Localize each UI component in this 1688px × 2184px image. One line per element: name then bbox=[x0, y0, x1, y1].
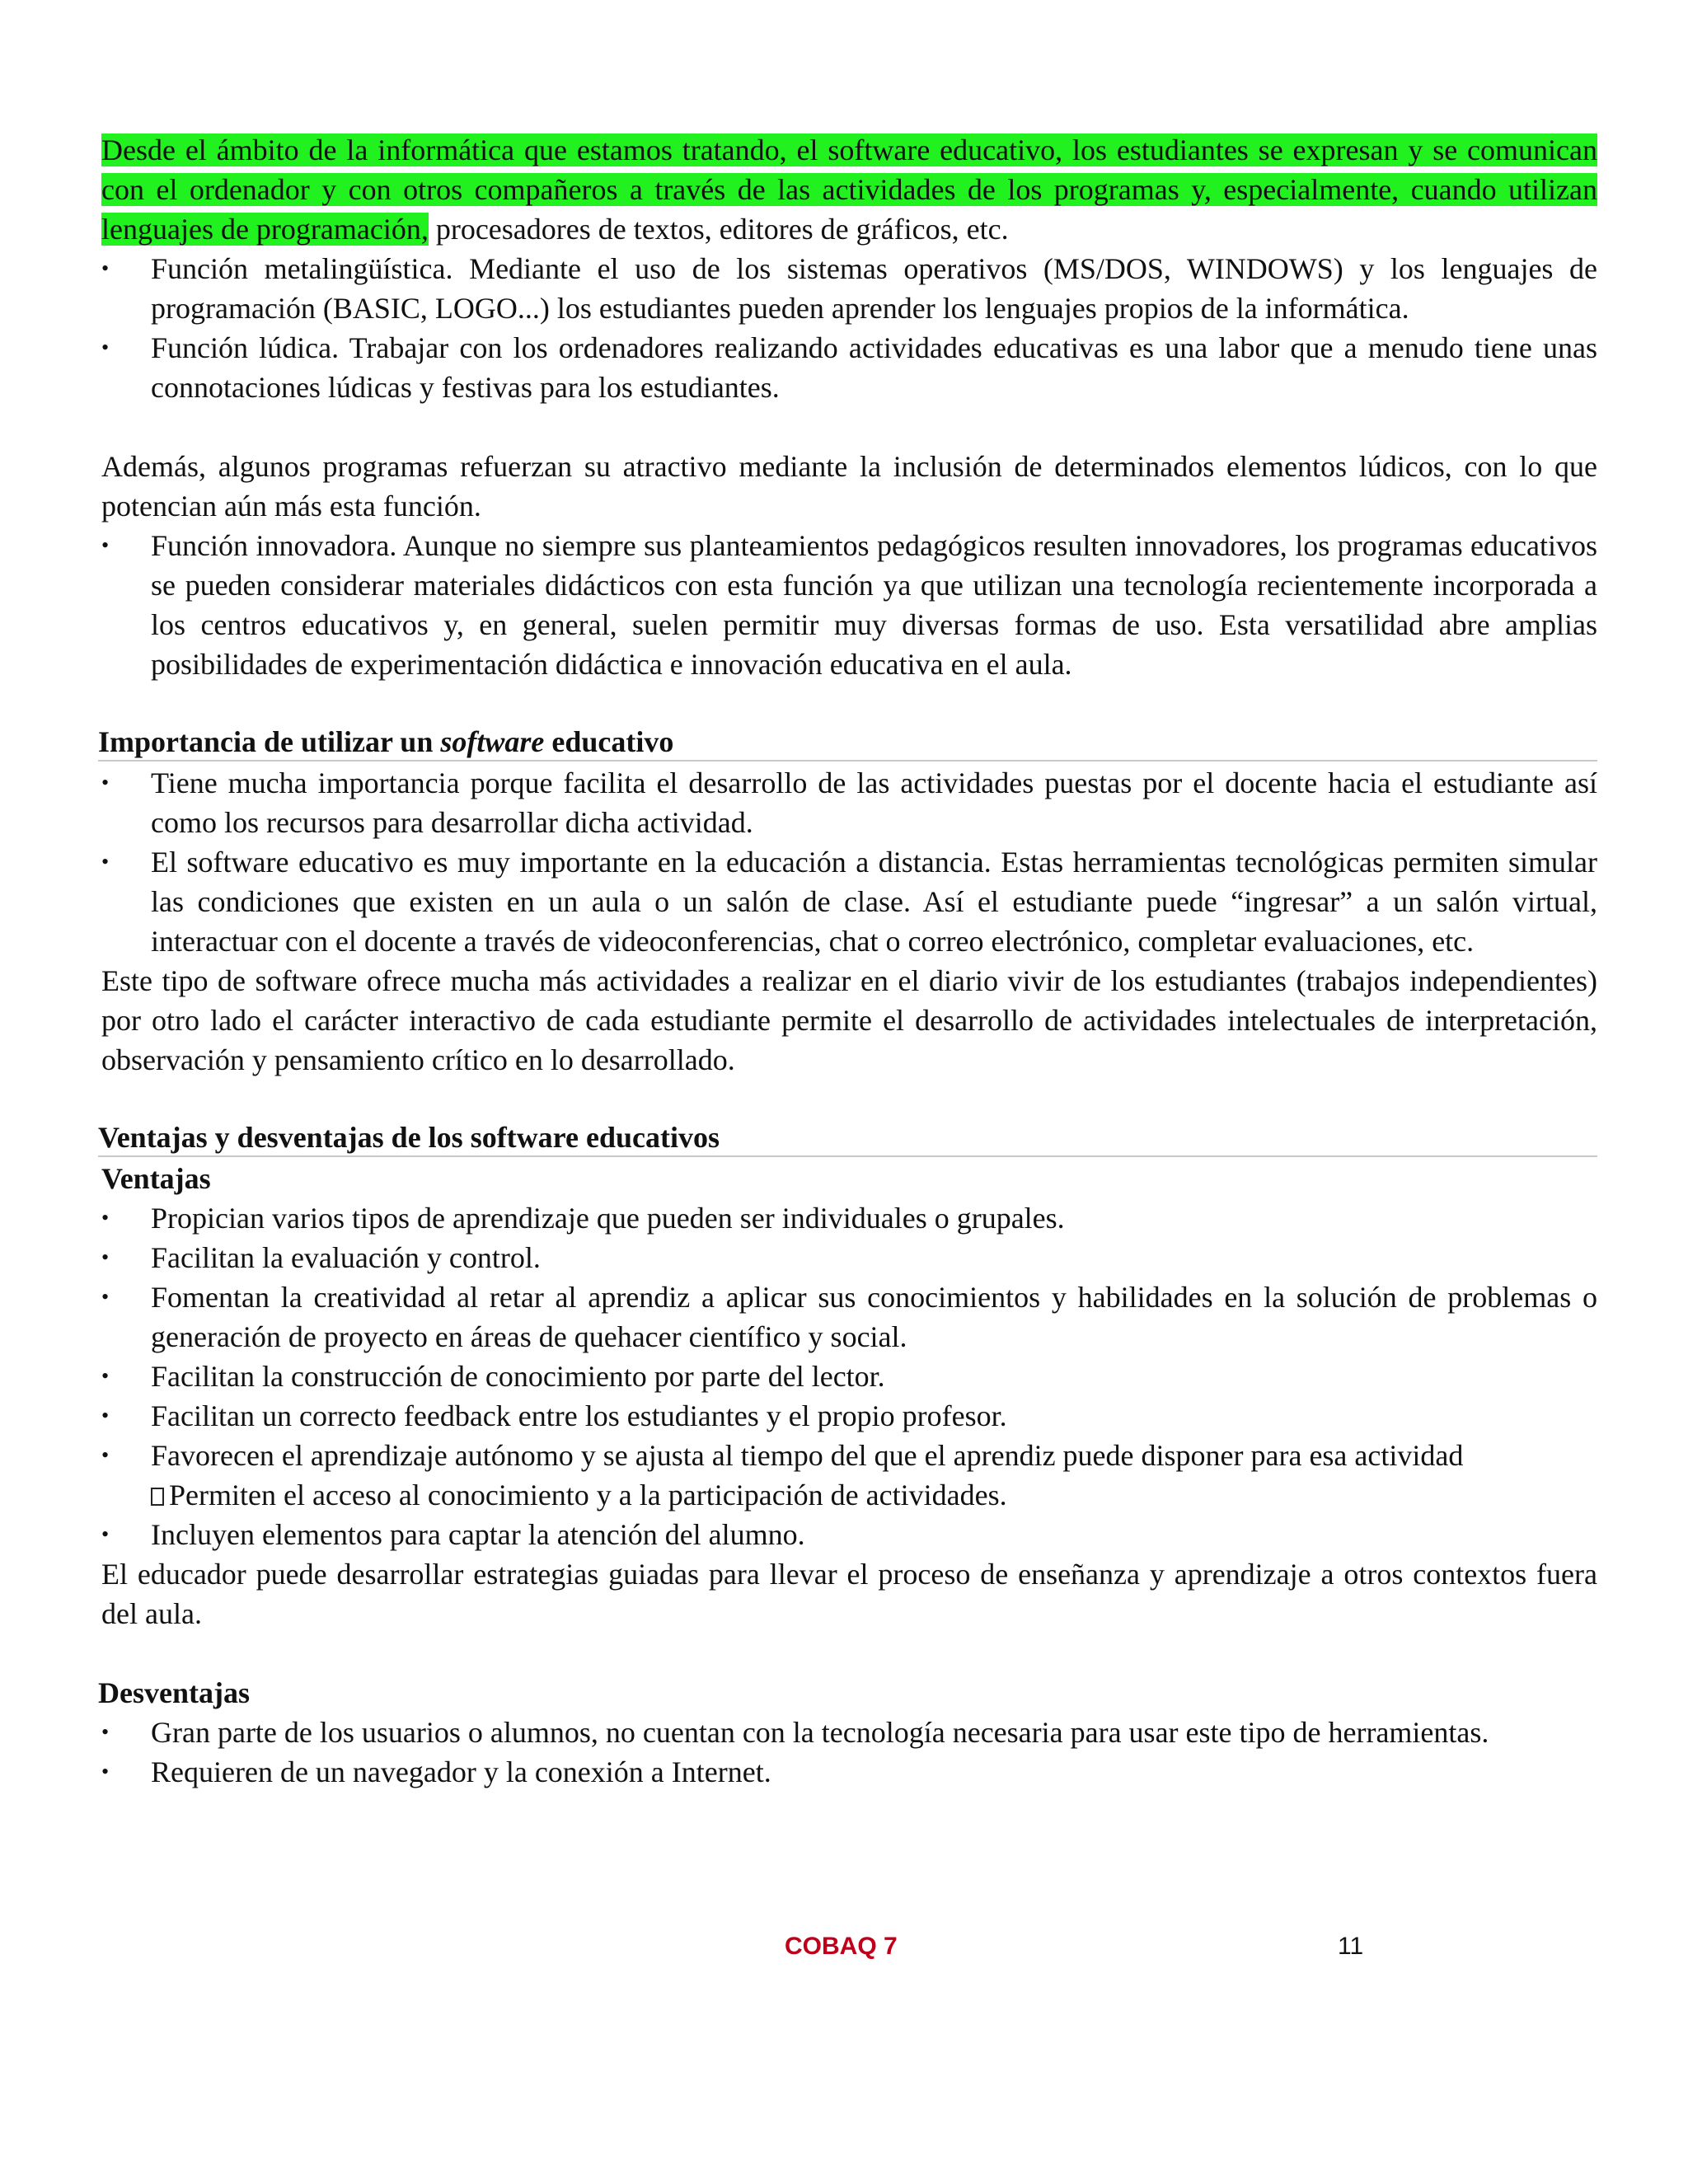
functions-list bbox=[101, 249, 1597, 407]
list-item: • Facilitan la construcción de conocimiento por parte del lector. bbox=[101, 1357, 1597, 1396]
heading-text: Importancia de utilizar un bbox=[98, 725, 441, 758]
spacer bbox=[101, 407, 1597, 447]
importance-paragraph: Este tipo de software ofrece mucha más actividades a realizar en el diario vivir de los estudiantes (trabajos independientes) por otro lado el carácter interactivo de cada estudiante permite el desarrollo de actividades intelectuales de interpretación, observación y pensamiento crítico en lo desarrollado. bbox=[101, 964, 1597, 1076]
highlighted-text: Desde el ámbito de la informática que estamos tratando, el software educativo, los estudiantes se expresan y se comunican con el ordenador y con otros compañeros a través de las actividades de los programas y, especialmente, cuando utilizan lenguajes de programación, bbox=[101, 134, 1597, 246]
missing-glyph-icon bbox=[151, 1488, 164, 1506]
list-item: • Incluyen elementos para captar la atención del alumno. bbox=[101, 1515, 1597, 1554]
page-number: 11 bbox=[1338, 1933, 1364, 1960]
section-heading-pros-cons: Ventajas y desventajas de los software educativos bbox=[98, 1119, 1597, 1157]
item-text: Permiten el acceso al conocimiento y a la participación de actividades. bbox=[169, 1479, 1007, 1511]
footer-org-label: COBAQ 7 bbox=[785, 1933, 898, 1960]
ludica-paragraph: Además, algunos programas refuerzan su atractivo mediante la inclusión de determinados elementos lúdicos, con lo que potencian aún más esta función. bbox=[101, 450, 1597, 523]
list-item: • Gran parte de los usuarios o alumnos, no cuentan con la tecnología necesaria para usar este tipo de herramientas. bbox=[101, 1713, 1597, 1752]
list-item: • Facilitan la evaluación y control. bbox=[101, 1238, 1597, 1277]
intro-text: procesadores de textos, editores de gráficos, etc. bbox=[428, 213, 1009, 246]
list-item: • El software educativo es muy importante en la educación a distancia. Estas herramientas tecnológicas permiten simular las condiciones que existen en un aula o un salón de clase. Así el estudiante puede “ingresar” a un salón virtual, interactuar con el docente a través de videoconferencias, chat o correo electrónico, completar evaluaciones, etc. bbox=[101, 842, 1597, 961]
item-text: Favorecen el aprendizaje autónomo y se ajusta al tiempo del que el aprendiz puede disponer para esa actividad bbox=[151, 1439, 1464, 1472]
heading-italic-text: software bbox=[440, 725, 545, 758]
advantages-paragraph: El educador puede desarrollar estrategias guiadas para llevar el proceso de enseñanza y aprendizaje a otros contextos fuera del aula. bbox=[101, 1558, 1597, 1630]
section-heading-importance bbox=[98, 724, 1597, 762]
spacer bbox=[101, 1080, 1597, 1119]
functions-list-2 bbox=[101, 526, 1597, 684]
subheading-disadvantages: Desventajas bbox=[98, 1676, 250, 1709]
list-item: • Fomentan la creatividad al retar al aprendiz a aplicar sus conocimientos y habilidades en la solución de problemas o generación de proyecto en áreas de quehacer científico y social. bbox=[101, 1277, 1597, 1357]
list-item: • Función innovadora. Aunque no siempre sus planteamientos pedagógicos resulten innovadores, los programas educativos se pueden considerar materiales didácticos con esta función ya que utilizan una tecnología recientemente incorporada a los centros educativos y, en general, suelen permitir muy diversas formas de uso. Esta versatilidad abre amplias posibilidades de experimentación didáctica e innovación educativa en el aula. bbox=[101, 526, 1597, 684]
advantages-list bbox=[101, 1198, 1597, 1554]
list-item: • Propician varios tipos de aprendizaje que pueden ser individuales o grupales. bbox=[101, 1198, 1597, 1238]
page-content bbox=[98, 130, 1597, 1792]
list-item: • Requieren de un navegador y la conexión a Internet. bbox=[101, 1752, 1597, 1792]
list-item: • Función lúdica. Trabajar con los ordenadores realizando actividades educativas es una labor que a menudo tiene unas connotaciones lúdicas y festivas para los estudiantes. bbox=[101, 328, 1597, 407]
list-item bbox=[101, 1436, 1597, 1515]
list-item: • Facilitan un correcto feedback entre los estudiantes y el propio profesor. bbox=[101, 1396, 1597, 1436]
intro-paragraph bbox=[101, 130, 1597, 249]
heading-text: educativo bbox=[544, 725, 674, 758]
list-item: • Tiene mucha importancia porque facilita el desarrollo de las actividades puestas por el docente hacia el estudiante así como los recursos para desarrollar dicha actividad. bbox=[101, 763, 1597, 842]
subheading-advantages: Ventajas bbox=[101, 1162, 211, 1195]
disadvantages-list bbox=[101, 1713, 1597, 1792]
list-item: • Función metalingüística. Mediante el uso de los sistemas operativos (MS/DOS, WINDOWS) y los lenguajes de programación (BASIC, LOGO...) los estudiantes pueden aprender los lenguajes propios de la informática. bbox=[101, 249, 1597, 328]
spacer bbox=[101, 1633, 1597, 1673]
importance-list bbox=[101, 763, 1597, 961]
spacer bbox=[101, 684, 1597, 724]
